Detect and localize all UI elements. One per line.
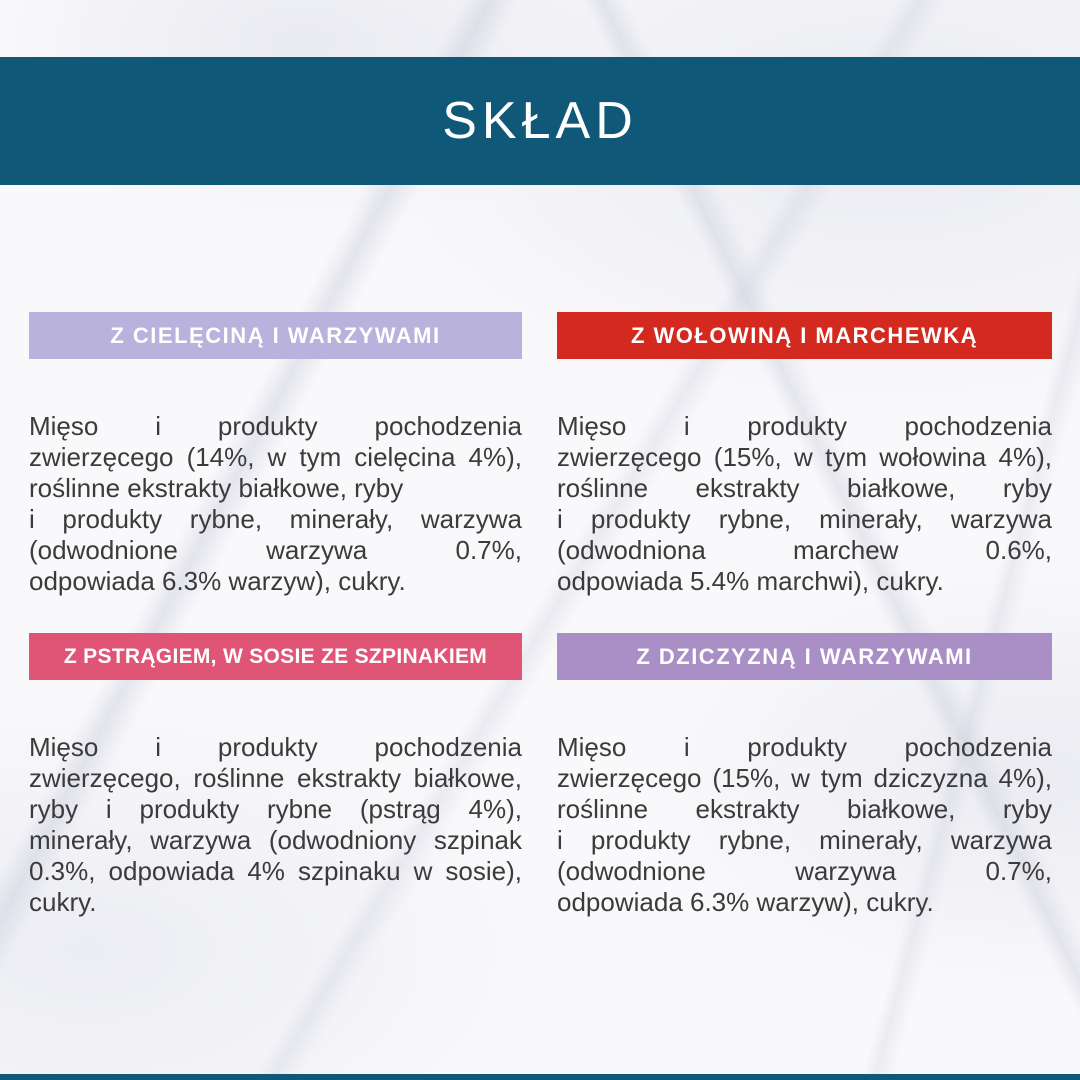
banner-veal-vegetables: [29, 312, 522, 359]
ingredients-text-part: i produkty rybne, minerały, warzywa (odwodnione warzywa 0.7%,: [557, 825, 1052, 886]
ingredients-text-part: Mięso i produkty pochodzenia zwierzęcego (15%, w tym dziczyzna 4%), roślinne ekstrakty białkowe, ryby: [557, 732, 1052, 824]
banner-label: Z DZICZYZNĄ I WARZYWAMI: [636, 643, 973, 669]
ingredients-text: [29, 732, 522, 918]
banner-label: Z PSTRĄGIEM, W SOSIE ZE SZPINAKIEM: [63, 644, 488, 668]
title-band: [0, 57, 1080, 185]
ingredients-text: [557, 411, 1052, 597]
banner-label: Z WOŁOWINĄ I MARCHEWKĄ: [630, 322, 979, 348]
ingredients-text-part: Mięso i produkty pochodzenia zwierzęcego (15%, w tym wołowina 4%), roślinne ekstrakty białkowe, ryby: [557, 411, 1052, 503]
section-game-vegetables: [557, 633, 1052, 918]
ingredients-text-part: Mięso i produkty pochodzenia zwierzęcego, roślinne ekstrakty białkowe, ryby i produkty rybne (pstrąg 4%), minerały, warzywa (odwodniony szpinak 0.3%, odpowiada 4% szpinaku w sosie), cukry.: [29, 732, 522, 917]
section-trout-spinach: [29, 633, 522, 918]
page-title: SKŁAD: [442, 92, 638, 150]
section-beef-carrot: [557, 312, 1052, 597]
banner-label: Z CIELĘCINĄ I WARZYWAMI: [110, 322, 441, 348]
ingredients-text-part: odpowiada 6.3% warzyw), cukry.: [557, 887, 934, 917]
ingredients-text: [557, 732, 1052, 918]
ingredients-text-part: odpowiada 5.4% marchwi), cukry.: [557, 566, 944, 596]
section-veal-vegetables: [29, 312, 522, 597]
ingredients-text: [29, 411, 522, 597]
ingredients-text-part: i produkty rybne, minerały, warzywa (odwodniona marchew 0.6%,: [557, 504, 1052, 565]
ingredients-text-part: Mięso i produkty pochodzenia zwierzęcego (14%, w tym cielęcina 4%), roślinne ekstrakty białkowe, ryby: [29, 411, 522, 503]
ingredients-text-part: i produkty rybne, minerały, warzywa (odwodnione warzywa 0.7%,: [29, 504, 522, 565]
banner-beef-carrot: [557, 312, 1052, 359]
ingredients-text-part: odpowiada 6.3% warzyw), cukry.: [29, 566, 406, 596]
ingredients-grid: [0, 185, 1080, 918]
banner-trout-spinach: [29, 633, 522, 680]
banner-game-vegetables: [557, 633, 1052, 680]
bottom-accent-bar: [0, 1074, 1080, 1080]
